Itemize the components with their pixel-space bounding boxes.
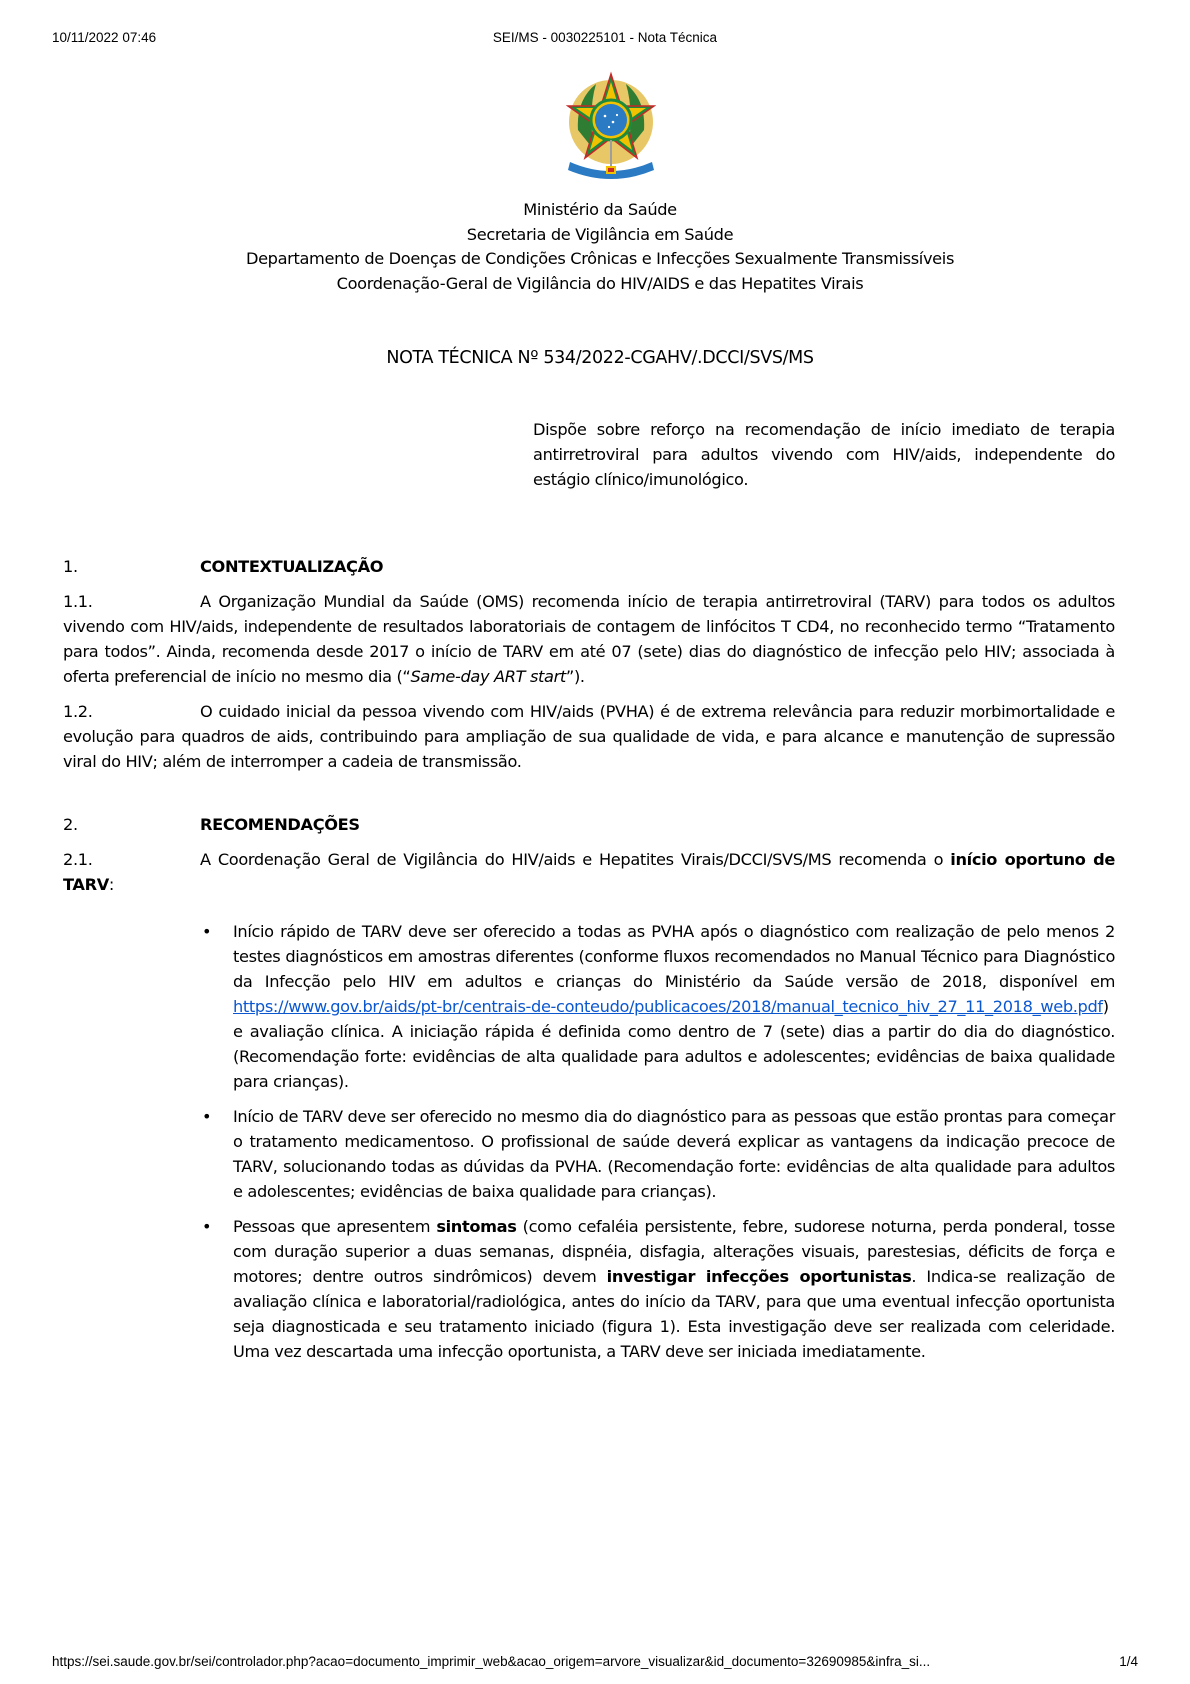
bold-term: início oportuno de TARV	[63, 850, 1115, 894]
section-title: CONTEXTUALIZAÇÃO	[200, 557, 384, 576]
list-item-text: Pessoas que apresentem	[233, 1217, 437, 1236]
paragraph-number: 2.1.	[63, 850, 93, 869]
document-title: NOTA TÉCNICA Nº 534/2022-CGAHV/.DCCI/SVS/MS	[386, 348, 814, 368]
list-item-text: Início rápido de TARV deve ser oferecido a todas as PVHA após o diagnóstico com realização de pelo menos 2 testes diagnósticos em amostras diferentes (conforme fluxos recomendados no Manual Técnico para Diagnóstico da Infecção pelo HIV em adultos e crianças do Ministério da Saúde versão de 2018, disponível em	[233, 922, 1115, 991]
brazil-coat-of-arms-icon	[566, 70, 656, 190]
paragraph-number: 1.1.	[63, 592, 93, 611]
paragraph-text: :	[108, 875, 115, 894]
organization-header	[63, 198, 1115, 296]
section-number: 1.	[63, 557, 78, 576]
list-item-text: . Indica-se realização de avaliação clínica e laboratorial/radiológica, antes do início da TARV, para que uma eventual infecção oportunista seja diagnosticada e seu tratamento iniciado (figura 1). Esta investigação deve ser realizada com celeridade. Uma vez descartada uma infecção oportunista, a TARV deve ser iniciada imediatamente.	[233, 1267, 1115, 1361]
recommendation-list	[63, 919, 1115, 1364]
print-datetime: 10/11/2022 07:46	[52, 30, 157, 45]
bold-term: investigar infecções oportunistas	[606, 1267, 912, 1286]
bullet-icon: •	[202, 1217, 212, 1236]
manual-tecnico-link[interactable]: https://www.gov.br/aids/pt-br/centrais-de-conteudo/publicacoes/2018/manual_tecnico_hiv_27_11_2018_web.pdf	[233, 997, 1103, 1016]
paragraph-text: ”).	[565, 667, 585, 686]
bullet-icon: •	[202, 922, 212, 941]
section-title: RECOMENDAÇÕES	[200, 815, 360, 834]
print-url: https://sei.saude.gov.br/sei/controlador.php?acao=documento_imprimir_web&acao_origem=arvore_visualizar&id_documento=32690985&infra_si...	[52, 1654, 931, 1669]
paragraph-2-1	[63, 847, 1115, 897]
section-1-heading	[63, 554, 1115, 579]
list-item-text: ) e avaliação clínica. A iniciação rápida é definida como dentro de 7 (sete) dias a partir do dia do diagnóstico. (Recomendação forte: evidências de alta qualidade para adultos e adolescentes; evidências de baixa qualidade para crianças).	[233, 997, 1115, 1091]
org-line-ministry: Ministério da Saúde	[523, 200, 677, 219]
list-item	[202, 1104, 1115, 1204]
bullet-icon: •	[202, 1107, 212, 1126]
paragraph-1-2	[63, 699, 1115, 774]
page-number: 1/4	[1119, 1654, 1138, 1669]
list-item	[202, 919, 1115, 1094]
paragraph-text: O cuidado inicial da pessoa vivendo com HIV/aids (PVHA) é de extrema relevância para reduzir morbimortalidade e evolução para quadros de aids, contribuindo para ampliação de sua qualidade de vida, e para alcance e manutenção de supressão viral do HIV; além de interromper a cadeia de transmissão.	[63, 702, 1115, 771]
list-item	[202, 1214, 1116, 1364]
bold-term: sintomas	[436, 1217, 517, 1236]
org-line-secretariat: Secretaria de Vigilância em Saúde	[466, 224, 734, 244]
document-body	[63, 60, 1115, 1374]
ementa: Dispõe sobre reforço na recomendação de início imediato de terapia antirretroviral para adultos vivendo com HIV/aids, independente do estágio clínico/imunológico.	[533, 420, 1115, 489]
paragraph-number: 1.2.	[63, 702, 93, 721]
paragraph-1-1	[63, 589, 1115, 689]
org-line-department: Departamento de Doenças de Condições Crônicas e Infecções Sexualmente Transmissíveis	[245, 249, 955, 268]
paragraph-text: A Organização Mundial da Saúde (OMS) recomenda início de terapia antirretroviral (TARV) para todos os adultos vivendo com HIV/aids, independente de resultados laboratoriais de contagem de linfócitos T CD4, no reconhecido termo “Tratamento para todos”. Ainda, recomenda desde 2017 o início de TARV em até 07 (sete) dias do diagnóstico de infecção pelo HIV; associada à oferta preferencial de início no mesmo dia (“	[63, 592, 1115, 686]
print-title: SEI/MS - 0030225101 - Nota Técnica	[492, 30, 718, 45]
section-number: 2.	[63, 815, 78, 834]
list-item-text: Início de TARV deve ser oferecido no mesmo dia do diagnóstico para as pessoas que estão prontas para começar o tratamento medicamentoso. O profissional de saúde deverá explicar as vantagens da indicação precoce de TARV, solucionando todas as dúvidas da PVHA. (Recomendação forte: evidências de alta qualidade para adultos e adolescentes; evidências de baixa qualidade para crianças).	[233, 1107, 1115, 1201]
paragraph-text: A Coordenação Geral de Vigilância do HIV/aids e Hepatites Virais/DCCI/SVS/MS recomenda o	[200, 850, 951, 869]
italic-term: Same-day ART start	[410, 667, 566, 686]
list-item-text: (como cefaléia persistente, febre, sudorese noturna, perda ponderal, tosse com duração superior a duas semanas, dispnéia, disfagia, alterações visuais, parestesias, déficits de força e motores; dentre outros sindrômicos) devem	[233, 1217, 1116, 1286]
section-2-heading	[63, 812, 1115, 837]
org-line-coordination: Coordenação-Geral de Vigilância do HIV/AIDS e das Hepatites Virais	[336, 273, 864, 293]
